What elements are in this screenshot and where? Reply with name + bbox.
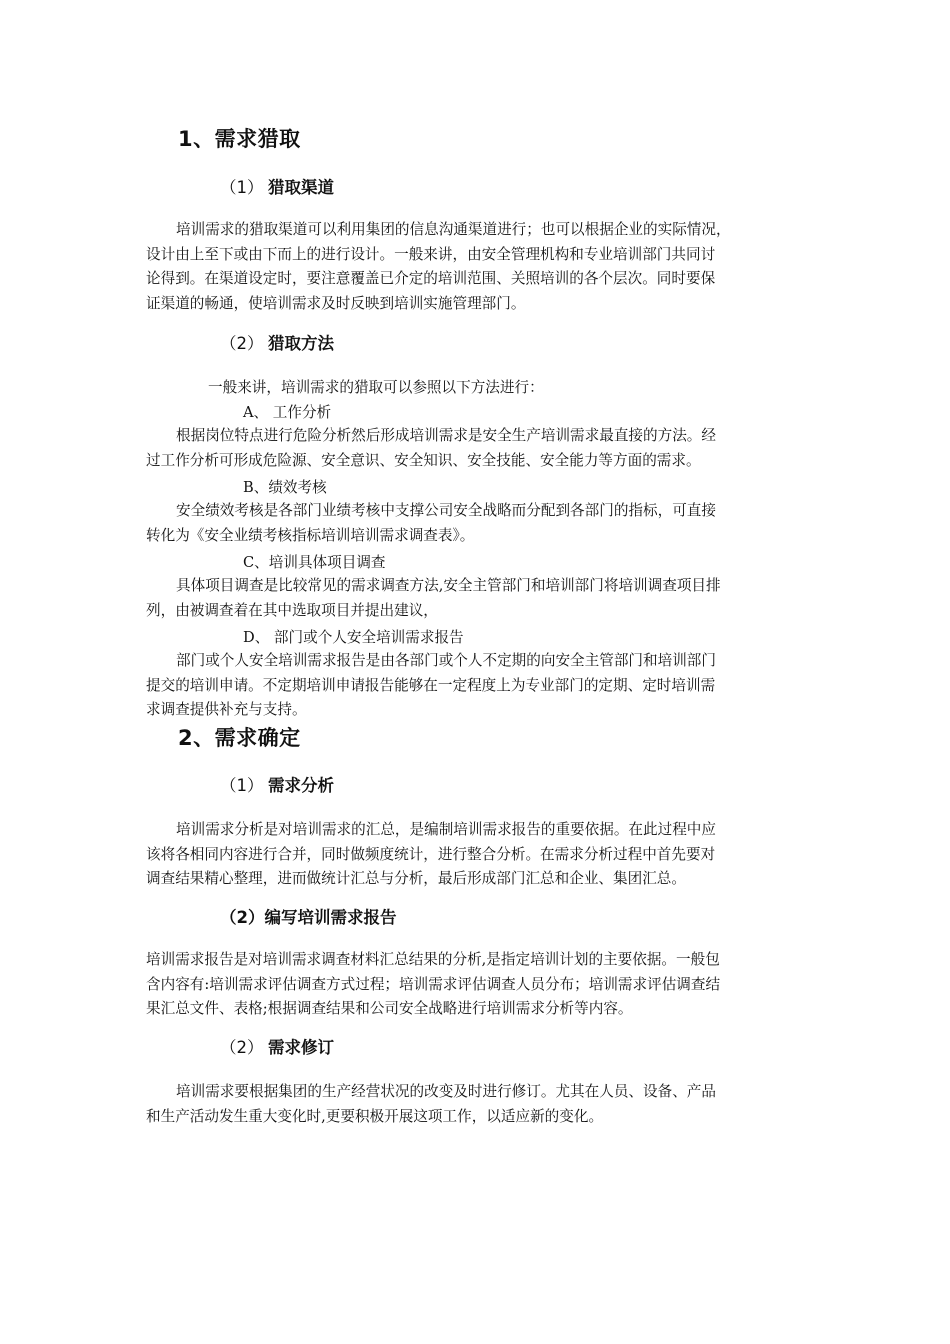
paragraph-method-c: [146, 574, 810, 623]
paragraph-method-a: [146, 424, 810, 473]
paragraph-line: 列，由被调查着在其中选取项目并提出建议，: [146, 601, 438, 619]
paragraph-line: 转化为《安全业绩考核指标培训培训需求调查表》。: [146, 526, 475, 544]
subsection-number: （1）: [220, 178, 264, 197]
paragraph-line: 培训需求报告是对培训需求调查材料汇总结果的分析,是指定培训计划的主要依据。一般包: [146, 951, 720, 968]
subsection-number: （2）: [220, 334, 264, 353]
method-c-heading: C、培训具体项目调查: [243, 554, 386, 571]
paragraph-line: 具体项目调查是比较常见的需求调查方法,安全主管部门和培训部门将培训调查项目排: [176, 577, 721, 594]
paragraph-line: 和生产活动发生重大变化时,更要积极开展这项工作，以适应新的变化。: [146, 1107, 604, 1125]
method-a-heading: A、 工作分析: [243, 404, 332, 421]
method-b-heading: B、绩效考核: [243, 479, 327, 496]
paragraph-revision: [146, 1080, 810, 1129]
paragraph-needs-analysis: [146, 818, 810, 892]
section-heading-2: 2、需求确定: [178, 726, 301, 750]
paragraph-line: 安全绩效考核是各部门业绩考核中支撑公司安全战略而分配到各部门的指标，可直接: [176, 502, 716, 519]
paragraph-line: 过工作分析可形成危险源、安全意识、安全知识、安全技能、安全能力等方面的需求。: [146, 451, 701, 469]
paragraph-report: [146, 948, 810, 1022]
section-heading-1: 1、需求猎取: [178, 127, 301, 151]
subsection-heading-1-2: [220, 330, 334, 354]
subsection-heading-2-3: [220, 1034, 334, 1058]
paragraph-line: 部门或个人安全培训需求报告是由各部门或个人不定期的向安全主管部门和培训部门: [176, 652, 716, 669]
paragraph-line: 调查结果精心整理，进而做统计汇总与分析，最后形成部门汇总和企业、集团汇总。: [146, 870, 686, 887]
paragraph-line: 培训需求的猎取渠道可以利用集团的信息沟通渠道进行；也可以根据企业的实际情况，: [176, 221, 731, 238]
paragraph-line: 培训需求分析是对培训需求的汇总，是编制培训需求报告的重要依据。在此过程中应: [176, 821, 716, 838]
method-d-heading: D、 部门或个人安全培训需求报告: [243, 629, 464, 646]
subsection-heading-2-1: [220, 772, 334, 796]
subsection-title: 需求分析: [268, 776, 334, 795]
paragraph-line: 含内容有:培训需求评估调查方式过程；培训需求评估调查人员分布；培训需求评估调查结: [146, 975, 721, 993]
subsection-heading-1-1: [220, 174, 334, 198]
paragraph-line: 求调查提供补充与支持。: [146, 701, 307, 718]
subsection-heading-2-2: （2）编写培训需求报告: [220, 908, 397, 927]
subsection-title: 需求修订: [268, 1038, 334, 1057]
subsection-number: （1）: [220, 776, 264, 795]
paragraph-line: 设计由上至下或由下而上的进行设计。一般来讲，由安全管理机构和专业培训部门共同讨: [146, 245, 716, 263]
paragraph-channels: [146, 218, 810, 316]
subsection-number: （2）: [220, 1038, 264, 1057]
paragraph-line: 论得到。在渠道设定时，要注意覆盖已介定的培训范围、关照培训的各个层次。同时要保: [146, 270, 716, 287]
subsection-title: 猎取方法: [268, 334, 334, 353]
paragraph-line: 提交的培训申请。不定期培训申请报告能够在一定程度上为专业部门的定期、定时培训需: [146, 676, 716, 694]
methods-lead-text: 一般来讲，培训需求的猎取可以参照以下方法进行：: [208, 379, 544, 396]
paragraph-method-d: [146, 649, 810, 723]
paragraph-line: 证渠道的畅通，使培训需求及时反映到培训实施管理部门。: [146, 294, 526, 312]
paragraph-line: 根据岗位特点进行危险分析然后形成培训需求是安全生产培训需求最直接的方法。经: [176, 427, 716, 444]
paragraph-line: 果汇总文件、表格;根据调查结果和公司安全战略进行培训需求分析等内容。: [146, 1000, 633, 1017]
paragraph-method-b: [146, 499, 810, 548]
paragraph-line: 培训需求要根据集团的生产经营状况的改变及时进行修订。尤其在人员、设备、产品: [176, 1083, 716, 1100]
paragraph-line: 该将各相同内容进行合并，同时做频度统计，进行整合分析。在需求分析过程中首先要对: [146, 845, 716, 863]
subsection-title: 猎取渠道: [268, 178, 334, 197]
